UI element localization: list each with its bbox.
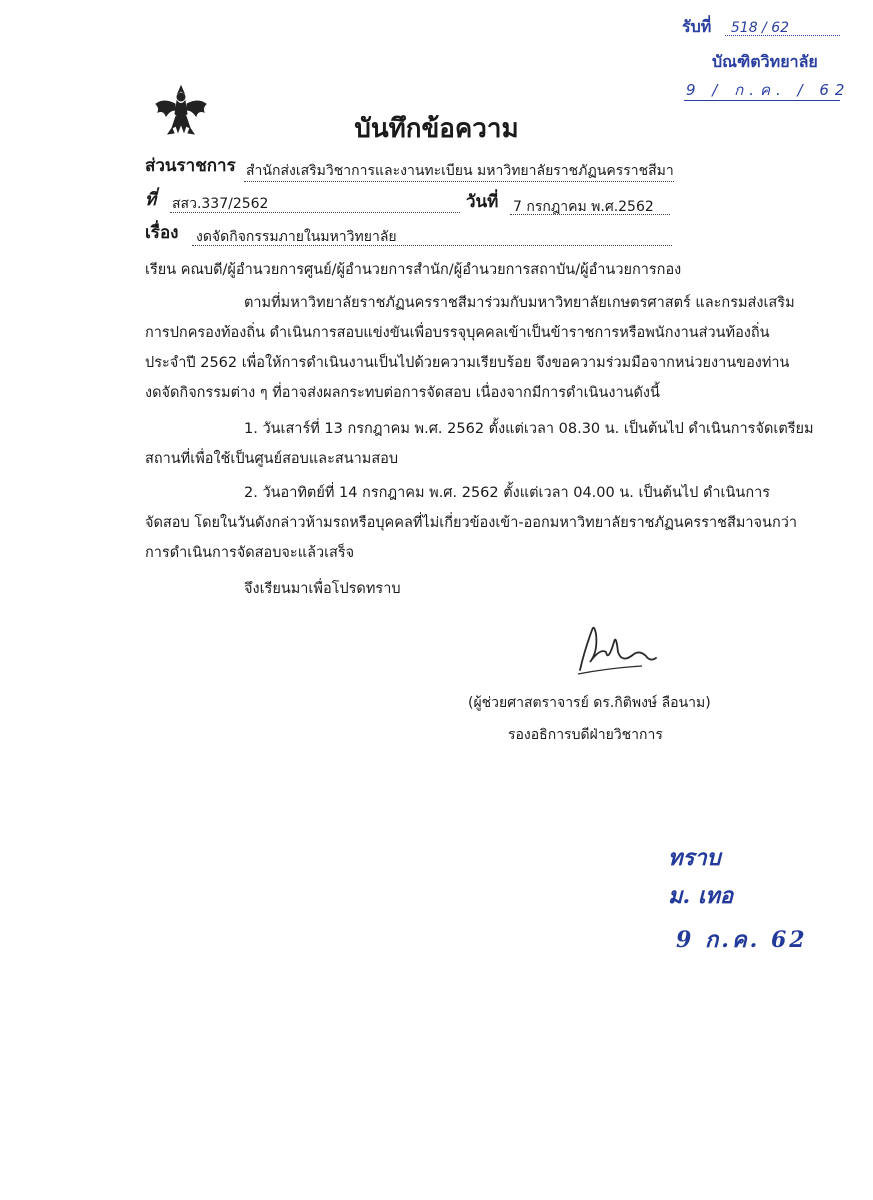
department-rule	[244, 181, 674, 182]
memo-title: บันทึกข้อความ	[354, 114, 519, 144]
signature-mark	[570, 612, 660, 682]
department-value: สำนักส่งเสริมวิชาการและงานทะเบียน มหาวิทยาลัยราชภัฏนครราชสีมา	[246, 163, 674, 179]
signatory-name: (ผู้ช่วยศาสตราจารย์ ดร.กิติพงษ์ ลือนาม)	[468, 695, 711, 711]
ref-label: ที่	[145, 190, 157, 210]
date-label: วันที่	[466, 192, 499, 212]
stamp-rule-1	[725, 35, 840, 36]
department-label: ส่วนราชการ	[145, 156, 236, 176]
handwritten-note-line3: 9 ก.ค. 62	[676, 927, 808, 953]
stamp-received-label: รับที่	[682, 17, 712, 36]
handwritten-note-line2: ม. เทอ	[668, 883, 734, 909]
item2-line-1: 2. วันอาทิตย์ที่ 14 กรกฎาคม พ.ศ. 2562 ตั้งแต่เวลา 04.00 น. เป็นต้นไป ดำเนินการ	[244, 485, 771, 501]
item2-line-3: การดำเนินการจัดสอบจะแล้วเสร็จ	[145, 545, 355, 561]
para1-line-4: งดจัดกิจกรรมต่าง ๆ ที่อาจส่งผลกระทบต่อการจัดสอบ เนื่องจากมีการดำเนินงานดังนี้	[145, 385, 660, 401]
subject-value: งดจัดกิจกรรมภายในมหาวิทยาลัย	[196, 229, 397, 245]
stamp-received-line	[682, 15, 789, 40]
para1-line-1: ตามที่มหาวิทยาลัยราชภัฏนครราชสีมาร่วมกับมหาวิทยาลัยเกษตรศาสตร์ และกรมส่งเสริม	[244, 295, 795, 311]
para1-line-2: การปกครองท้องถิ่น ดำเนินการสอบแข่งขันเพื่อบรรจุบุคคลเข้าเป็นข้าราชการหรือพนักงานส่วนท้องถิ่น	[145, 325, 770, 341]
para1-line-3: ประจำปี 2562 เพื่อให้การดำเนินงานเป็นไปด้วยความเรียบร้อย จึงขอความร่วมมือจากหน่วยงานของท่าน	[145, 355, 790, 371]
salutation: เรียน คณบดี/ผู้อำนวยการศูนย์/ผู้อำนวยการสำนัก/ผู้อำนวยการสถาบัน/ผู้อำนวยการกอง	[145, 262, 682, 278]
ref-value: สสว.337/2562	[172, 196, 269, 212]
closing-line: จึงเรียนมาเพื่อโปรดทราบ	[244, 581, 401, 597]
item2-line-2: จัดสอบ โดยในวันดังกล่าวห้ามรถหรือบุคคลที่ไม่เกี่ยวข้องเข้า-ออกมหาวิทยาลัยราชภัฏนครราชสีมาจนกว่า	[145, 515, 798, 531]
stamp-office: บัณฑิตวิทยาลัย	[712, 52, 818, 71]
item1-line-1: 1. วันเสาร์ที่ 13 กรกฎาคม พ.ศ. 2562 ตั้งแต่เวลา 08.30 น. เป็นต้นไป ดำเนินการจัดเตรียม	[244, 421, 814, 437]
subject-label: เรื่อง	[145, 223, 179, 243]
stamp-received-number: 518 / 62	[730, 20, 790, 36]
handwritten-note-line1: ทราบ	[668, 845, 721, 871]
subject-rule	[192, 245, 672, 246]
date-value: 7 กรกฎาคม พ.ศ.2562	[513, 199, 654, 215]
date-rule	[510, 214, 670, 215]
stamp-date: 9 / ก.ค. / 62	[686, 81, 851, 99]
stamp-rule-2	[684, 100, 840, 101]
item1-line-2: สถานที่เพื่อใช้เป็นศูนย์สอบและสนามสอบ	[145, 451, 399, 467]
signatory-position: รองอธิการบดีฝ่ายวิชาการ	[508, 727, 663, 743]
ref-rule	[170, 212, 460, 213]
